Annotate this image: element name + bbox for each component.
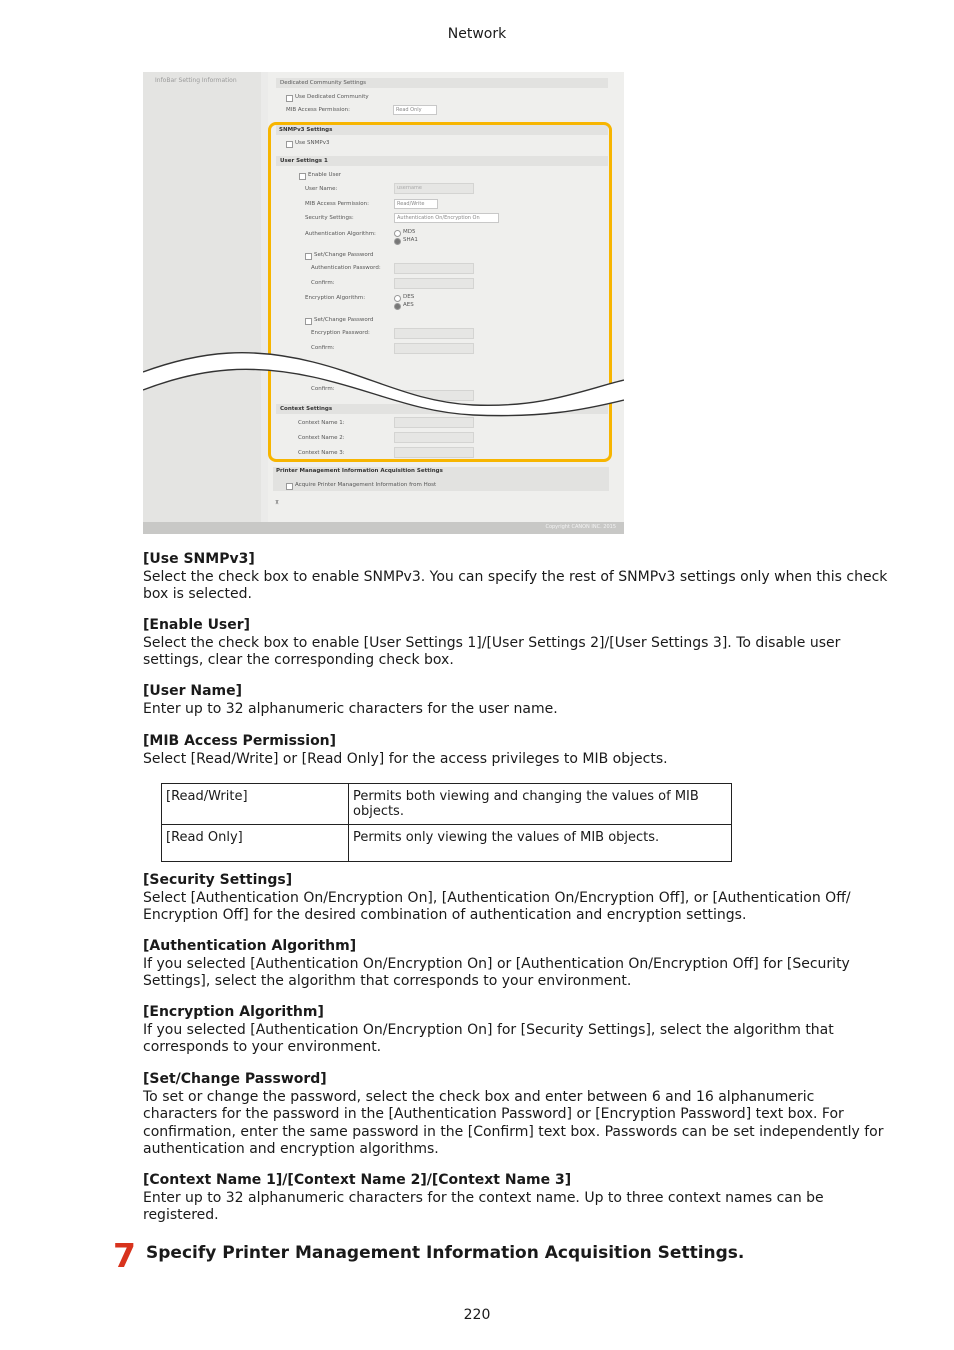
table-cell: Permits only viewing the values of MIB objects. [349, 825, 732, 862]
screenshot-footer: Copyright CANON INC. 2015 [143, 522, 624, 534]
section-use-snmpv3: [Use SNMPv3] Select the check box to enable SNMPv3. You can specify the rest of SNMPv3 settings only when this check box is selected. [143, 551, 888, 602]
section-encryption-algorithm: [Encryption Algorithm] If you selected [Authentication On/Encryption On] for [Security Settings], select the algorithm that corresponds to your environment. [143, 1004, 834, 1055]
page-number: 220 [463, 1307, 491, 1323]
table-cell: [Read Only] [162, 825, 349, 862]
user-mib-permission-select[interactable]: Read/Write [394, 199, 438, 209]
section-authentication-algorithm: [Authentication Algorithm] If you selected [Authentication On/Encryption On] or [Authentication On/Encryption Off] for [Security Settings], select the algorithm that corresponds to your environment. [143, 938, 850, 989]
page-header-title: Network [447, 26, 507, 42]
table-row [162, 784, 732, 825]
table-cell: Permits both viewing and changing the values of MIB objects. [349, 784, 732, 825]
section-enable-user: [Enable User] Select the check box to enable [User Settings 1]/[User Settings 2]/[User Settings 3]. To disable user settings, clear the corresponding check box. [143, 617, 841, 668]
screenshot-left-panel: InfoBar Setting Information [143, 72, 261, 522]
section-set-change-password: [Set/Change Password] To set or change the password, select the check box and enter between 6 and 16 alphanumeric characters for the password in the [Authentication Password] or [Encryption Password] text box. For confirmation, enter the same password in the [Confirm] text box. Passwords can be set independently for authentication and encryption algorithms. [143, 1071, 884, 1157]
step-title: Specify Printer Management Information Acquisition Settings. [146, 1243, 745, 1263]
table-cell: [Read/Write] [162, 784, 349, 825]
section-context-name: [Context Name 1]/[Context Name 2]/[Context Name 3] Enter up to 32 alphanumeric characters for the context name. Up to three context names can be registered. [143, 1172, 824, 1223]
settings-screenshot: InfoBar Setting Information Dedicated Community Settings Use Dedicated Community MIB Access Permission: Read Only SNMPv3 Settings Use SNMPv3 User Settings 1 Enable User User Name: username MIB Access Permission: Read/Write Security Settings: Authentication On/Encryption On Authentication Algorithm: MD5 SHA1 Set/Change Password Authentication Password: Confirm: Encryption Algorithm: DES AES Set/Change Password Encryption Password: Confirm: Confirm: Context Settings Context Name 1: Context Name 2: Context Name 3: Printer Management Information Acquisition Settings Acquire Printer Management Information from Host ⊼ Copyright CANON INC. 2015 [143, 72, 624, 534]
omission-wave-graphic [143, 72, 624, 534]
scroll-top-icon[interactable]: ⊼ [275, 500, 280, 506]
section-security-settings: [Security Settings] Select [Authentication On/Encryption On], [Authentication On/Encryption Off], or [Authentication Off/ Encryption Off] for the desired combination of authentication and encryption settings. [143, 872, 851, 923]
section-mib-access-permission: [MIB Access Permission] Select [Read/Write] or [Read Only] for the access privileges to MIB objects. [143, 733, 668, 767]
security-settings-select[interactable]: Authentication On/Encryption On [394, 213, 499, 223]
section-user-name: [User Name] Enter up to 32 alphanumeric characters for the user name. [143, 683, 558, 717]
step-number: 7 [113, 1236, 136, 1275]
table-row [162, 825, 732, 862]
user-name-input[interactable]: username [394, 183, 474, 194]
community-mib-permission-select[interactable]: Read Only [393, 105, 437, 115]
mib-permission-table [161, 783, 732, 862]
